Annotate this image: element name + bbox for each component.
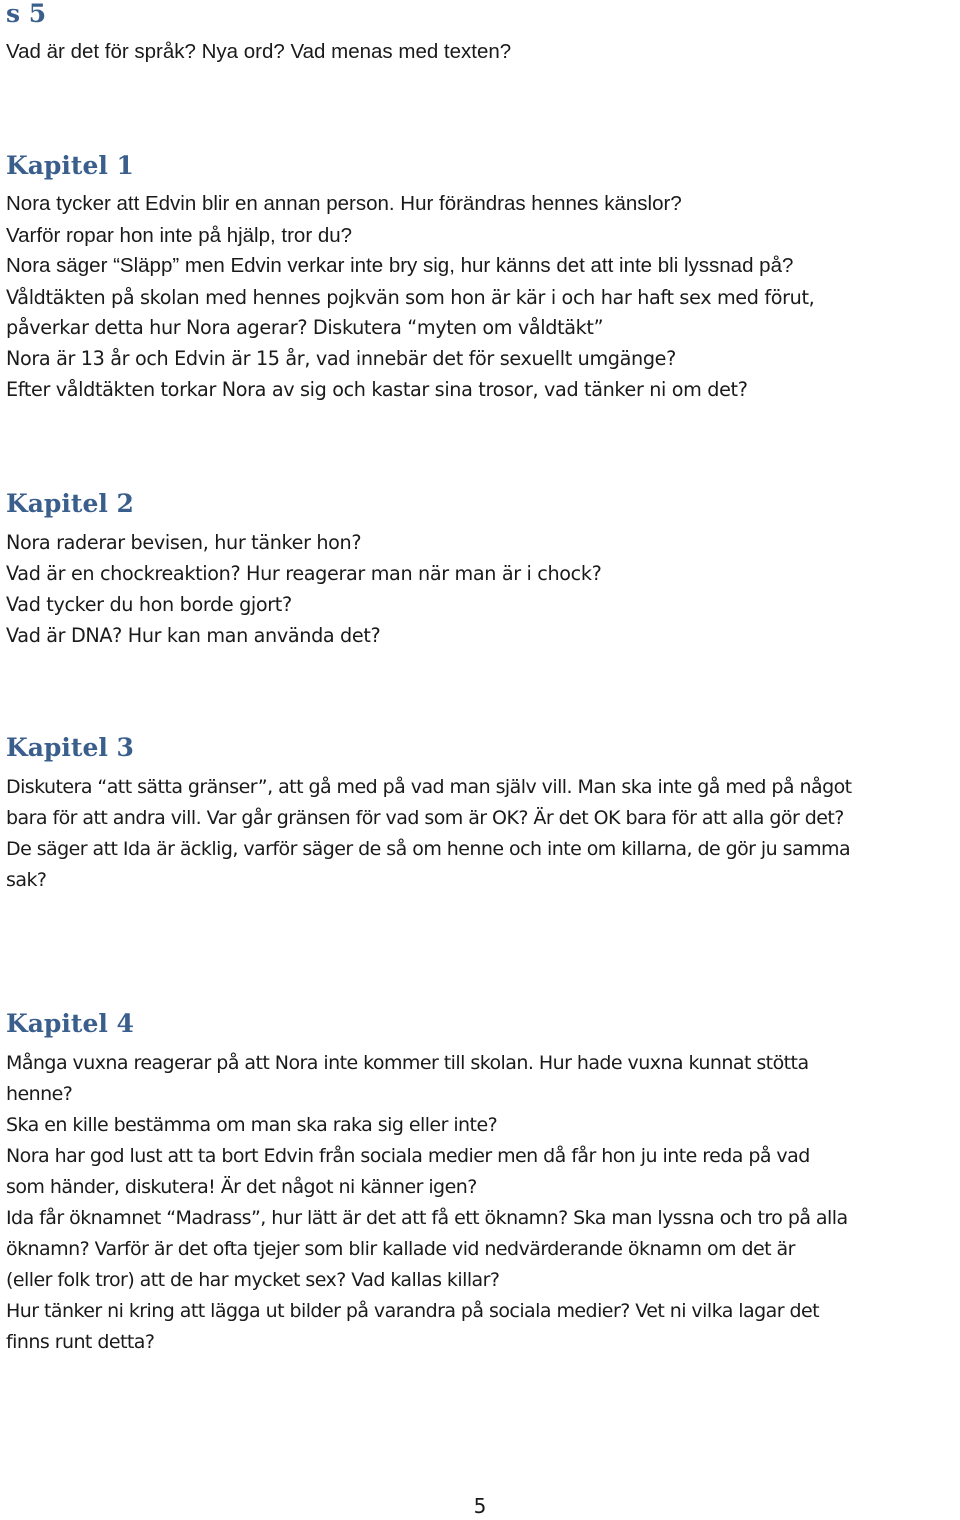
intro-line: Vad är det för språk? Nya ord? Vad menas med texten? <box>6 40 512 63</box>
chapter-4-line: som händer, diskutera! Är det något ni känner igen? <box>6 1176 477 1198</box>
chapter-3-line: bara för att andra vill. Var går gränsen för vad som är OK? Är det OK bara för att alla gör det? <box>6 807 844 829</box>
chapter-2-line: Nora raderar bevisen, hur tänker hon? <box>6 531 362 554</box>
chapter-1-line: påverkar detta hur Nora agerar? Diskutera “myten om våldtäkt” <box>6 316 604 339</box>
chapter-4-line: Hur tänker ni kring att lägga ut bilder på varandra på sociala medier? Vet ni vilka lagar det <box>6 1300 820 1322</box>
chapter-4-line: Ida får öknamnet “Madrass”, hur lätt är det att få ett öknamn? Ska man lyssna och tro på alla <box>6 1207 848 1229</box>
chapter-1-line: Nora är 13 år och Edvin är 15 år, vad innebär det för sexuellt umgänge? <box>6 347 676 370</box>
chapter-3-heading: Kapitel 3 <box>6 733 134 762</box>
chapter-4-line: finns runt detta? <box>6 1331 155 1353</box>
chapter-1-line: Varför ropar hon inte på hjälp, tror du? <box>6 224 353 247</box>
chapter-4-line: öknamn? Varför är det ofta tjejer som blir kallade vid nedvärderande öknamn om det är <box>6 1238 795 1260</box>
intro-heading: s 5 <box>6 0 47 28</box>
chapter-4-line: Många vuxna reagerar på att Nora inte kommer till skolan. Hur hade vuxna kunnat stötta <box>6 1052 809 1074</box>
chapter-2-heading: Kapitel 2 <box>6 489 134 518</box>
chapter-4-line: henne? <box>6 1083 73 1105</box>
chapter-4-line: Nora har god lust att ta bort Edvin från sociala medier men då får hon ju inte reda på vad <box>6 1145 810 1167</box>
chapter-2-line: Vad är DNA? Hur kan man använda det? <box>6 624 381 647</box>
chapter-2-line: Vad tycker du hon borde gjort? <box>6 593 292 616</box>
chapter-1-line: Efter våldtäkten torkar Nora av sig och kastar sina trosor, vad tänker ni om det? <box>6 378 748 401</box>
chapter-3-line: sak? <box>6 869 47 891</box>
page-number: 5 <box>473 1494 487 1518</box>
chapter-4-heading: Kapitel 4 <box>6 1009 134 1038</box>
chapter-1-line: Nora säger “Släpp” men Edvin verkar inte bry sig, hur känns det att inte bli lyssnad på? <box>6 254 794 277</box>
chapter-2-line: Vad är en chockreaktion? Hur reagerar man när man är i chock? <box>6 562 602 585</box>
chapter-4-line: (eller folk tror) att de har mycket sex? Vad kallas killar? <box>6 1269 500 1291</box>
chapter-4-line: Ska en kille bestämma om man ska raka sig eller inte? <box>6 1114 498 1136</box>
chapter-3-line: Diskutera “att sätta gränser”, att gå med på vad man själv vill. Man ska inte gå med på något <box>6 776 852 798</box>
chapter-3-line: De säger att Ida är äcklig, varför säger de så om henne och inte om killarna, de gör ju samma <box>6 838 851 860</box>
chapter-1-heading: Kapitel 1 <box>6 151 134 180</box>
chapter-1-line: Nora tycker att Edvin blir en annan person. Hur förändras hennes känslor? <box>6 192 682 215</box>
chapter-1-line: Våldtäkten på skolan med hennes pojkvän som hon är kär i och har haft sex med förut, <box>6 286 815 309</box>
